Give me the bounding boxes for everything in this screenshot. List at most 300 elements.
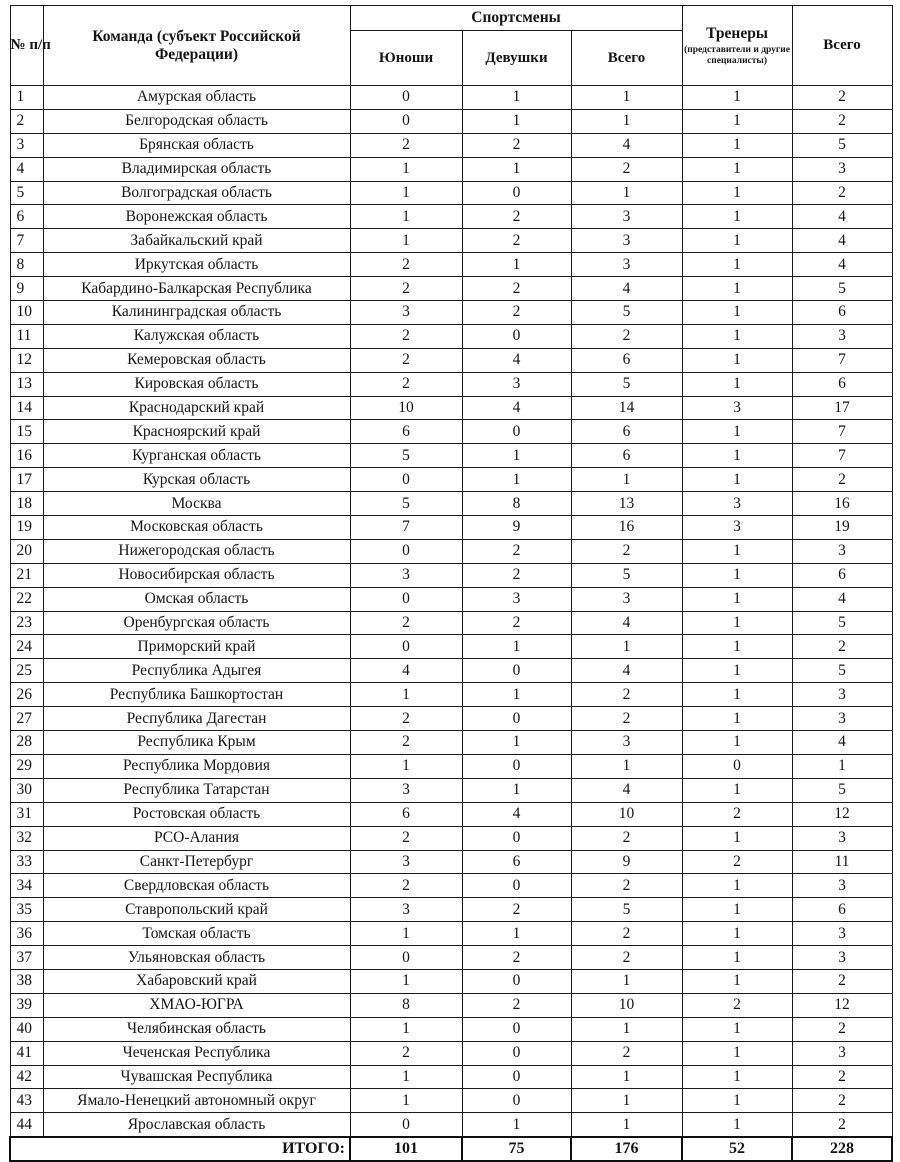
athletes-total: 2	[571, 683, 682, 707]
athletes-total: 3	[571, 205, 682, 229]
boys-count: 10	[350, 396, 462, 420]
athletes-total: 5	[571, 301, 682, 325]
athletes-total: 2	[571, 707, 682, 731]
row-number: 28	[10, 731, 43, 755]
grand-total: 5	[792, 659, 892, 683]
girls-count: 0	[462, 826, 571, 850]
boys-count: 3	[350, 301, 462, 325]
coaches-count: 1	[682, 659, 792, 683]
coaches-count: 1	[682, 1041, 792, 1065]
athletes-total: 4	[571, 277, 682, 301]
grand-total: 3	[792, 707, 892, 731]
grand-total: 4	[792, 253, 892, 277]
boys-count: 3	[350, 850, 462, 874]
header-athletes-group: Спортсмены	[350, 6, 682, 31]
table-row	[10, 969, 892, 993]
team-name: Брянская область	[43, 133, 350, 157]
header-num: № п/п	[10, 6, 43, 86]
coaches-count: 1	[682, 444, 792, 468]
athletes-total: 6	[571, 420, 682, 444]
row-number: 15	[10, 420, 43, 444]
row-number: 18	[10, 492, 43, 516]
team-name: Калужская область	[43, 324, 350, 348]
totals-girls: 75	[462, 1137, 571, 1161]
table-row	[10, 157, 892, 181]
team-name: Владимирская область	[43, 157, 350, 181]
coaches-count: 1	[682, 635, 792, 659]
row-number: 37	[10, 946, 43, 970]
girls-count: 2	[462, 993, 571, 1017]
coaches-count: 1	[682, 1017, 792, 1041]
boys-count: 2	[350, 611, 462, 635]
coaches-count: 1	[682, 468, 792, 492]
participants-document	[9, 5, 891, 1162]
boys-count: 3	[350, 563, 462, 587]
athletes-total: 5	[571, 563, 682, 587]
girls-count: 0	[462, 324, 571, 348]
coaches-count: 1	[682, 563, 792, 587]
row-number: 22	[10, 587, 43, 611]
athletes-total: 2	[571, 826, 682, 850]
coaches-count: 1	[682, 86, 792, 110]
girls-count: 0	[462, 1041, 571, 1065]
girls-count: 1	[462, 468, 571, 492]
girls-count: 1	[462, 635, 571, 659]
grand-total: 5	[792, 133, 892, 157]
row-number: 43	[10, 1089, 43, 1113]
athletes-total: 10	[571, 802, 682, 826]
athletes-total: 6	[571, 348, 682, 372]
grand-total: 5	[792, 611, 892, 635]
table-row	[10, 468, 892, 492]
table-row	[10, 444, 892, 468]
girls-count: 1	[462, 253, 571, 277]
boys-count: 0	[350, 86, 462, 110]
athletes-total: 2	[571, 324, 682, 348]
athletes-total: 1	[571, 635, 682, 659]
header-coaches-note: (представители и другие специалисты)	[684, 44, 790, 66]
boys-count: 2	[350, 826, 462, 850]
team-name: Республика Мордовия	[43, 754, 350, 778]
table-header	[10, 6, 892, 86]
athletes-total: 2	[571, 1041, 682, 1065]
team-name: Калининградская область	[43, 301, 350, 325]
athletes-total: 1	[571, 86, 682, 110]
athletes-total: 1	[571, 1065, 682, 1089]
coaches-count: 0	[682, 754, 792, 778]
row-number: 26	[10, 683, 43, 707]
girls-count: 2	[462, 946, 571, 970]
row-number: 1	[10, 86, 43, 110]
boys-count: 4	[350, 659, 462, 683]
athletes-total: 6	[571, 444, 682, 468]
grand-total: 5	[792, 778, 892, 802]
table-row	[10, 1113, 892, 1137]
athletes-total: 1	[571, 1017, 682, 1041]
table-row	[10, 86, 892, 110]
row-number: 20	[10, 539, 43, 563]
table-row	[10, 492, 892, 516]
athletes-total: 3	[571, 731, 682, 755]
table-row	[10, 420, 892, 444]
table-row	[10, 1065, 892, 1089]
coaches-count: 1	[682, 707, 792, 731]
grand-total: 2	[792, 1089, 892, 1113]
row-number: 13	[10, 372, 43, 396]
table-row	[10, 802, 892, 826]
athletes-total: 1	[571, 109, 682, 133]
grand-total: 6	[792, 898, 892, 922]
grand-total: 7	[792, 420, 892, 444]
grand-total: 4	[792, 587, 892, 611]
girls-count: 0	[462, 181, 571, 205]
row-number: 3	[10, 133, 43, 157]
totals-row	[10, 1137, 892, 1161]
coaches-count: 1	[682, 611, 792, 635]
athletes-total: 3	[571, 253, 682, 277]
row-number: 17	[10, 468, 43, 492]
row-number: 5	[10, 181, 43, 205]
girls-count: 2	[462, 563, 571, 587]
row-number: 12	[10, 348, 43, 372]
athletes-total: 2	[571, 157, 682, 181]
table-row	[10, 1041, 892, 1065]
girls-count: 1	[462, 157, 571, 181]
table-row	[10, 1089, 892, 1113]
totals-blank-cell	[10, 1137, 43, 1161]
boys-count: 5	[350, 444, 462, 468]
table-row	[10, 922, 892, 946]
table-row	[10, 754, 892, 778]
boys-count: 0	[350, 587, 462, 611]
coaches-count: 1	[682, 301, 792, 325]
athletes-total: 1	[571, 754, 682, 778]
boys-count: 0	[350, 1113, 462, 1137]
athletes-total: 14	[571, 396, 682, 420]
team-name: Курская область	[43, 468, 350, 492]
athletes-total: 1	[571, 1089, 682, 1113]
athletes-total: 2	[571, 922, 682, 946]
header-grand-total: Всего	[792, 6, 892, 86]
table-row	[10, 324, 892, 348]
boys-count: 2	[350, 348, 462, 372]
grand-total: 1	[792, 754, 892, 778]
row-number: 7	[10, 229, 43, 253]
team-name: Чувашская Республика	[43, 1065, 350, 1089]
table-row	[10, 850, 892, 874]
coaches-count: 1	[682, 229, 792, 253]
athletes-total: 5	[571, 898, 682, 922]
boys-count: 1	[350, 683, 462, 707]
boys-count: 3	[350, 898, 462, 922]
table-row	[10, 659, 892, 683]
team-name: Воронежская область	[43, 205, 350, 229]
row-number: 4	[10, 157, 43, 181]
team-name: Амурская область	[43, 86, 350, 110]
girls-count: 0	[462, 1017, 571, 1041]
coaches-count: 1	[682, 181, 792, 205]
grand-total: 2	[792, 1065, 892, 1089]
girls-count: 1	[462, 922, 571, 946]
team-name: Ярославская область	[43, 1113, 350, 1137]
girls-count: 2	[462, 898, 571, 922]
team-name: Курганская область	[43, 444, 350, 468]
athletes-total: 4	[571, 659, 682, 683]
team-name: Красноярский край	[43, 420, 350, 444]
girls-count: 3	[462, 372, 571, 396]
table-footer	[10, 1137, 892, 1161]
boys-count: 8	[350, 993, 462, 1017]
row-number: 25	[10, 659, 43, 683]
grand-total: 3	[792, 946, 892, 970]
header-girls: Девушки	[462, 31, 571, 86]
row-number: 30	[10, 778, 43, 802]
boys-count: 2	[350, 874, 462, 898]
boys-count: 2	[350, 372, 462, 396]
girls-count: 1	[462, 731, 571, 755]
team-name: Омская область	[43, 587, 350, 611]
boys-count: 1	[350, 181, 462, 205]
team-name: Хабаровский край	[43, 969, 350, 993]
grand-total: 3	[792, 922, 892, 946]
grand-total: 2	[792, 969, 892, 993]
row-number: 29	[10, 754, 43, 778]
totals-label: ИТОГО:	[43, 1137, 350, 1161]
coaches-count: 1	[682, 348, 792, 372]
girls-count: 0	[462, 1089, 571, 1113]
row-number: 8	[10, 253, 43, 277]
coaches-count: 1	[682, 372, 792, 396]
totals-boys: 101	[350, 1137, 462, 1161]
boys-count: 1	[350, 1017, 462, 1041]
header-team: Команда (субъект Российской Федерации)	[43, 6, 350, 86]
table-row	[10, 277, 892, 301]
grand-total: 3	[792, 157, 892, 181]
coaches-count: 1	[682, 539, 792, 563]
team-name: Республика Башкортостан	[43, 683, 350, 707]
girls-count: 1	[462, 778, 571, 802]
row-number: 36	[10, 922, 43, 946]
table-row	[10, 133, 892, 157]
table-row	[10, 778, 892, 802]
team-name: Челябинская область	[43, 1017, 350, 1041]
team-name: Иркутская область	[43, 253, 350, 277]
boys-count: 1	[350, 157, 462, 181]
girls-count: 0	[462, 420, 571, 444]
grand-total: 17	[792, 396, 892, 420]
team-name: Республика Дагестан	[43, 707, 350, 731]
table-row	[10, 826, 892, 850]
boys-count: 1	[350, 205, 462, 229]
boys-count: 1	[350, 754, 462, 778]
table-row	[10, 181, 892, 205]
row-number: 19	[10, 516, 43, 540]
coaches-count: 1	[682, 420, 792, 444]
boys-count: 2	[350, 731, 462, 755]
girls-count: 2	[462, 229, 571, 253]
boys-count: 2	[350, 133, 462, 157]
girls-count: 2	[462, 539, 571, 563]
row-number: 42	[10, 1065, 43, 1089]
participants-table	[9, 5, 893, 1162]
totals-grand: 228	[792, 1137, 892, 1161]
team-name: Ставропольский край	[43, 898, 350, 922]
team-name: Ростовская область	[43, 802, 350, 826]
table-row	[10, 372, 892, 396]
grand-total: 2	[792, 86, 892, 110]
table-row	[10, 707, 892, 731]
team-name: Кабардино-Балкарская Республика	[43, 277, 350, 301]
header-coaches	[682, 6, 792, 86]
boys-count: 0	[350, 946, 462, 970]
boys-count: 1	[350, 229, 462, 253]
table-row	[10, 731, 892, 755]
team-name: Новосибирская область	[43, 563, 350, 587]
row-number: 27	[10, 707, 43, 731]
grand-total: 2	[792, 468, 892, 492]
girls-count: 1	[462, 683, 571, 707]
row-number: 21	[10, 563, 43, 587]
athletes-total: 1	[571, 1113, 682, 1137]
boys-count: 1	[350, 1065, 462, 1089]
athletes-total: 10	[571, 993, 682, 1017]
header-boys: Юноши	[350, 31, 462, 86]
team-name: Белгородская область	[43, 109, 350, 133]
girls-count: 1	[462, 86, 571, 110]
coaches-count: 1	[682, 969, 792, 993]
coaches-count: 1	[682, 874, 792, 898]
grand-total: 12	[792, 802, 892, 826]
table-row	[10, 348, 892, 372]
team-name: Москва	[43, 492, 350, 516]
boys-count: 0	[350, 635, 462, 659]
header-coaches-label: Тренеры	[706, 24, 768, 42]
row-number: 2	[10, 109, 43, 133]
row-number: 31	[10, 802, 43, 826]
grand-total: 2	[792, 181, 892, 205]
table-row	[10, 946, 892, 970]
row-number: 23	[10, 611, 43, 635]
girls-count: 2	[462, 277, 571, 301]
row-number: 32	[10, 826, 43, 850]
grand-total: 4	[792, 731, 892, 755]
row-number: 38	[10, 969, 43, 993]
grand-total: 3	[792, 874, 892, 898]
girls-count: 4	[462, 802, 571, 826]
table-row	[10, 301, 892, 325]
coaches-count: 1	[682, 587, 792, 611]
boys-count: 2	[350, 1041, 462, 1065]
row-number: 44	[10, 1113, 43, 1137]
table-row	[10, 1017, 892, 1041]
athletes-total: 4	[571, 611, 682, 635]
team-name: Волгоградская область	[43, 181, 350, 205]
coaches-count: 1	[682, 157, 792, 181]
boys-count: 1	[350, 922, 462, 946]
table-row	[10, 253, 892, 277]
boys-count: 7	[350, 516, 462, 540]
coaches-count: 1	[682, 253, 792, 277]
totals-coaches: 52	[682, 1137, 792, 1161]
table-row	[10, 683, 892, 707]
table-row	[10, 587, 892, 611]
athletes-total: 3	[571, 587, 682, 611]
table-row	[10, 516, 892, 540]
coaches-count: 3	[682, 396, 792, 420]
grand-total: 2	[792, 635, 892, 659]
row-number: 14	[10, 396, 43, 420]
athletes-total: 13	[571, 492, 682, 516]
girls-count: 2	[462, 133, 571, 157]
coaches-count: 3	[682, 492, 792, 516]
grand-total: 3	[792, 826, 892, 850]
grand-total: 11	[792, 850, 892, 874]
coaches-count: 2	[682, 802, 792, 826]
coaches-count: 1	[682, 731, 792, 755]
girls-count: 2	[462, 205, 571, 229]
grand-total: 12	[792, 993, 892, 1017]
row-number: 41	[10, 1041, 43, 1065]
table-row	[10, 539, 892, 563]
grand-total: 3	[792, 683, 892, 707]
coaches-count: 1	[682, 922, 792, 946]
coaches-count: 2	[682, 850, 792, 874]
table-row	[10, 635, 892, 659]
team-name: Республика Адыгея	[43, 659, 350, 683]
coaches-count: 1	[682, 898, 792, 922]
grand-total: 4	[792, 229, 892, 253]
row-number: 16	[10, 444, 43, 468]
boys-count: 2	[350, 324, 462, 348]
team-name: Республика Крым	[43, 731, 350, 755]
girls-count: 1	[462, 1113, 571, 1137]
coaches-count: 1	[682, 778, 792, 802]
team-name: Оренбургская область	[43, 611, 350, 635]
grand-total: 4	[792, 205, 892, 229]
girls-count: 1	[462, 109, 571, 133]
grand-total: 2	[792, 1017, 892, 1041]
team-name: Кемеровская область	[43, 348, 350, 372]
athletes-total: 2	[571, 874, 682, 898]
athletes-total: 4	[571, 133, 682, 157]
row-number: 10	[10, 301, 43, 325]
girls-count: 3	[462, 587, 571, 611]
grand-total: 2	[792, 109, 892, 133]
boys-count: 3	[350, 778, 462, 802]
grand-total: 3	[792, 324, 892, 348]
grand-total: 5	[792, 277, 892, 301]
athletes-total: 5	[571, 372, 682, 396]
grand-total: 6	[792, 372, 892, 396]
table-row	[10, 874, 892, 898]
girls-count: 9	[462, 516, 571, 540]
grand-total: 2	[792, 1113, 892, 1137]
table-row	[10, 109, 892, 133]
coaches-count: 2	[682, 993, 792, 1017]
team-name: Ямало-Ненецкий автономный округ	[43, 1089, 350, 1113]
team-name: РСО-Алания	[43, 826, 350, 850]
coaches-count: 1	[682, 1065, 792, 1089]
girls-count: 0	[462, 659, 571, 683]
girls-count: 8	[462, 492, 571, 516]
row-number: 33	[10, 850, 43, 874]
athletes-total: 4	[571, 778, 682, 802]
girls-count: 2	[462, 611, 571, 635]
row-number: 6	[10, 205, 43, 229]
girls-count: 0	[462, 754, 571, 778]
row-number: 39	[10, 993, 43, 1017]
boys-count: 1	[350, 1089, 462, 1113]
